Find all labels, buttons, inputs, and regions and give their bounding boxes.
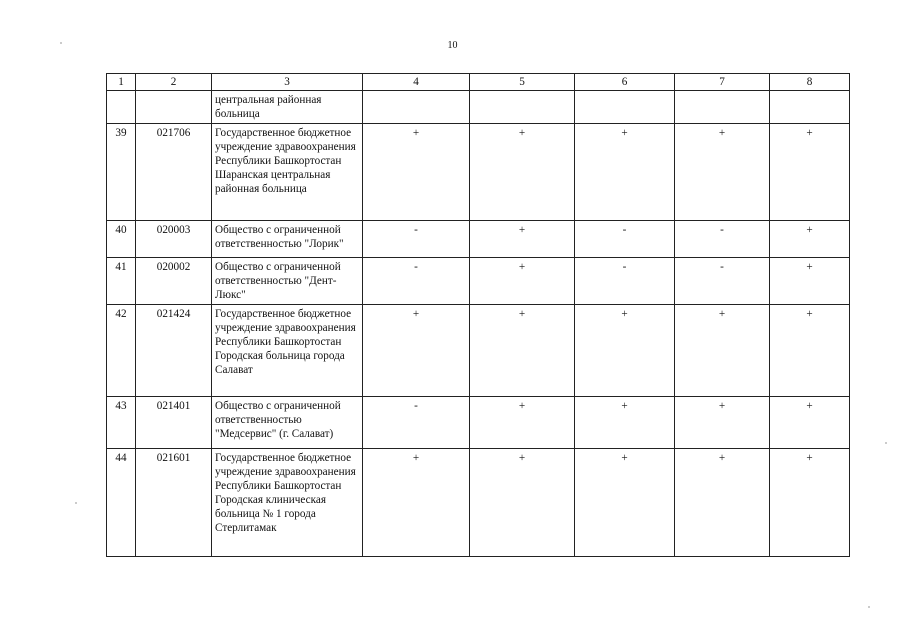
mark-cell-col-4: + [363, 449, 470, 557]
mark-cell-col-6: + [575, 305, 675, 397]
table-row [107, 397, 850, 449]
org-name-cell: Общество с ограниченной ответственностью "Медсервис" (г. Салават) [212, 397, 363, 449]
org-name-cell: Общество с ограниченной ответственностью "Лорик" [212, 221, 363, 258]
header-row [107, 74, 850, 91]
org-code-cell: 020002 [136, 258, 212, 305]
scan-speck [885, 442, 887, 444]
org-code-cell [136, 91, 212, 124]
mark-cell-col-6: + [575, 449, 675, 557]
table-row [107, 124, 850, 221]
org-name-cell: Общество с ограниченной ответственностью "Дент-Люкс" [212, 258, 363, 305]
table-row [107, 221, 850, 258]
mark-cell-col-7: + [675, 305, 770, 397]
mark-cell-col-7: + [675, 124, 770, 221]
header-cell-2: 2 [136, 74, 212, 91]
mark-cell-col-5: + [470, 305, 575, 397]
row-number-cell [107, 91, 136, 124]
header-cell-7: 7 [675, 74, 770, 91]
table-row [107, 91, 850, 124]
mark-cell-col-7 [675, 91, 770, 124]
org-code-cell: 020003 [136, 221, 212, 258]
header-cell-6: 6 [575, 74, 675, 91]
org-code-cell: 021706 [136, 124, 212, 221]
mark-cell-col-8: + [770, 221, 850, 258]
mark-cell-col-7: + [675, 449, 770, 557]
table-row [107, 305, 850, 397]
org-name-cell: Государственное бюджетное учреждение здравоохранения Республики Башкортостан Городская клиническая больница № 1 города Стерлитамак [212, 449, 363, 557]
header-cell-8: 8 [770, 74, 850, 91]
row-number-cell: 43 [107, 397, 136, 449]
mark-cell-col-4: - [363, 258, 470, 305]
mark-cell-col-5: + [470, 221, 575, 258]
table-row [107, 449, 850, 557]
mark-cell-col-5: + [470, 124, 575, 221]
mark-cell-col-7: - [675, 221, 770, 258]
header-cell-3: 3 [212, 74, 363, 91]
org-name-cell: Государственное бюджетное учреждение здравоохранения Республики Башкортостан Шаранская центральная районная больница [212, 124, 363, 221]
header-cell-4: 4 [363, 74, 470, 91]
org-code-cell: 021424 [136, 305, 212, 397]
mark-cell-col-4: - [363, 221, 470, 258]
scan-speck [75, 502, 77, 504]
mark-cell-col-4: + [363, 305, 470, 397]
mark-cell-col-7: - [675, 258, 770, 305]
mark-cell-col-8: + [770, 124, 850, 221]
mark-cell-col-4: + [363, 124, 470, 221]
mark-cell-col-6: + [575, 124, 675, 221]
mark-cell-col-7: + [675, 397, 770, 449]
org-code-cell: 021401 [136, 397, 212, 449]
header-cell-1: 1 [107, 74, 136, 91]
header-cell-5: 5 [470, 74, 575, 91]
row-number-cell: 41 [107, 258, 136, 305]
page-number: 10 [447, 40, 458, 51]
org-name-cell: Государственное бюджетное учреждение здравоохранения Республики Башкортостан Городская больница города Салават [212, 305, 363, 397]
mark-cell-col-5: + [470, 258, 575, 305]
scan-speck [60, 42, 62, 44]
mark-cell-col-5: + [470, 397, 575, 449]
row-number-cell: 39 [107, 124, 136, 221]
mark-cell-col-5: + [470, 449, 575, 557]
mark-cell-col-6 [575, 91, 675, 124]
mark-cell-col-4 [363, 91, 470, 124]
mark-cell-col-5 [470, 91, 575, 124]
scan-speck [868, 606, 870, 608]
row-number-cell: 44 [107, 449, 136, 557]
mark-cell-col-8: + [770, 449, 850, 557]
mark-cell-col-4: - [363, 397, 470, 449]
row-number-cell: 40 [107, 221, 136, 258]
mark-cell-col-6: - [575, 221, 675, 258]
mark-cell-col-8: + [770, 305, 850, 397]
table-row [107, 258, 850, 305]
org-name-cell: центральная районная больница [212, 91, 363, 124]
mark-cell-col-8 [770, 91, 850, 124]
document-table [106, 73, 850, 557]
mark-cell-col-6: + [575, 397, 675, 449]
mark-cell-col-8: + [770, 397, 850, 449]
mark-cell-col-8: + [770, 258, 850, 305]
row-number-cell: 42 [107, 305, 136, 397]
mark-cell-col-6: - [575, 258, 675, 305]
org-code-cell: 021601 [136, 449, 212, 557]
